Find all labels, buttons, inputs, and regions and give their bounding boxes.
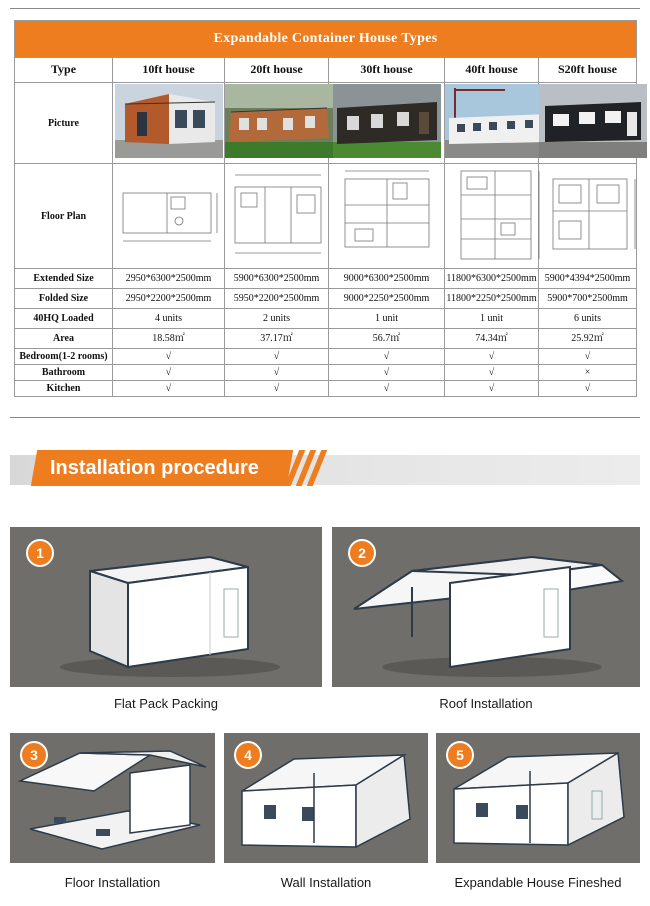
step-3-number: 3 [20,741,48,769]
cell-bathroom-10ft: √ [113,365,225,381]
cell-loaded-30ft: 1 unit [329,309,445,329]
cell-bedroom-s20ft: √ [539,349,637,365]
header-10ft: 10ft house [113,58,225,83]
plan-s20ft [539,164,637,269]
header-type: Type [15,58,113,83]
cell-extended-s20ft: 5900*4394*2500mm [539,269,637,289]
cell-folded-40ft: 11800*2250*2500mm [445,289,539,309]
cell-bathroom-s20ft: × [539,365,637,381]
row-label-picture: Picture [15,83,113,164]
cell-loaded-10ft: 4 units [113,309,225,329]
cell-extended-40ft: 11800*6300*2500mm [445,269,539,289]
cell-extended-10ft: 2950*6300*2500mm [113,269,225,289]
picture-20ft [225,83,329,164]
cell-area-40ft: 74.34㎡ [445,329,539,349]
step-4-number: 4 [234,741,262,769]
cell-kitchen-20ft: √ [225,381,329,397]
row-label-folded-size: Folded Size [15,289,113,309]
installation-title: Installation procedure [50,457,259,479]
picture-s20ft [539,83,637,164]
floor-plan-30ft [333,165,441,263]
step-2-panel [332,527,640,687]
step-5-number: 5 [446,741,474,769]
row-label-floor-plan: Floor Plan [15,164,113,269]
cell-area-s20ft: 25.92㎡ [539,329,637,349]
step-2-number: 2 [348,539,376,567]
section-divider [10,417,640,418]
picture-30ft [329,83,445,164]
picture-40ft [445,83,539,164]
header-40ft: 40ft house [445,58,539,83]
cell-bedroom-40ft: √ [445,349,539,365]
cell-bedroom-10ft: √ [113,349,225,365]
cell-kitchen-40ft: √ [445,381,539,397]
row-label-bedroom: Bedroom(1-2 rooms) [15,349,113,365]
floor-plan-10ft [115,165,223,263]
row-label-area: Area [15,329,113,349]
cell-loaded-40ft: 1 unit [445,309,539,329]
header-30ft: 30ft house [329,58,445,83]
cell-bedroom-20ft: √ [225,349,329,365]
house-photo-20ft [225,84,333,158]
cell-kitchen-s20ft: √ [539,381,637,397]
cell-extended-30ft: 9000*6300*2500mm [329,269,445,289]
cell-area-10ft: 18.58㎡ [113,329,225,349]
plan-20ft [225,164,329,269]
floor-plan-20ft [225,165,333,263]
picture-10ft [113,83,225,164]
row-label-extended-size: Extended Size [15,269,113,289]
roof-installation-illustration [332,527,640,687]
cell-kitchen-30ft: √ [329,381,445,397]
cell-loaded-s20ft: 6 units [539,309,637,329]
house-photo-10ft [115,84,223,158]
cell-bedroom-30ft: √ [329,349,445,365]
flat-pack-illustration [10,527,322,687]
step-1-caption: Flat Pack Packing [113,696,219,711]
floor-plan-s20ft [539,165,647,263]
step-2-caption: Roof Installation [439,696,533,711]
house-photo-30ft [333,84,441,158]
top-divider [10,8,640,9]
row-label-loaded: 40HQ Loaded [15,309,113,329]
cell-extended-20ft: 5900*6300*2500mm [225,269,329,289]
step-3-caption: Floor Installation [64,875,161,890]
cell-folded-s20ft: 5900*700*2500mm [539,289,637,309]
house-photo-40ft [445,84,553,158]
floor-plan-40ft [445,165,553,263]
house-photo-s20ft [539,84,647,158]
step-4-panel [224,733,428,863]
plan-10ft [113,164,225,269]
cell-bathroom-40ft: √ [445,365,539,381]
step-4-caption: Wall Installation [280,875,372,890]
cell-folded-10ft: 2950*2200*2500mm [113,289,225,309]
step-1-number: 1 [26,539,54,567]
header-s20ft: S20ft house [539,58,637,83]
plan-40ft [445,164,539,269]
cell-bathroom-20ft: √ [225,365,329,381]
header-20ft: 20ft house [225,58,329,83]
cell-kitchen-10ft: √ [113,381,225,397]
step-3-panel [10,733,215,863]
cell-folded-30ft: 9000*2250*2500mm [329,289,445,309]
step-5-caption: Expandable House Fineshed [454,875,622,890]
cell-loaded-20ft: 2 units [225,309,329,329]
container-types-table [14,20,637,397]
cell-area-20ft: 37.17㎡ [225,329,329,349]
row-label-bathroom: Bathroom [15,365,113,381]
cell-bathroom-30ft: √ [329,365,445,381]
plan-30ft [329,164,445,269]
cell-folded-20ft: 5950*2200*2500mm [225,289,329,309]
row-label-kitchen: Kitchen [15,381,113,397]
table-title: Expandable Container House Types [15,21,637,58]
step-1-panel [10,527,322,687]
step-5-panel [436,733,640,863]
cell-area-30ft: 56.7㎡ [329,329,445,349]
